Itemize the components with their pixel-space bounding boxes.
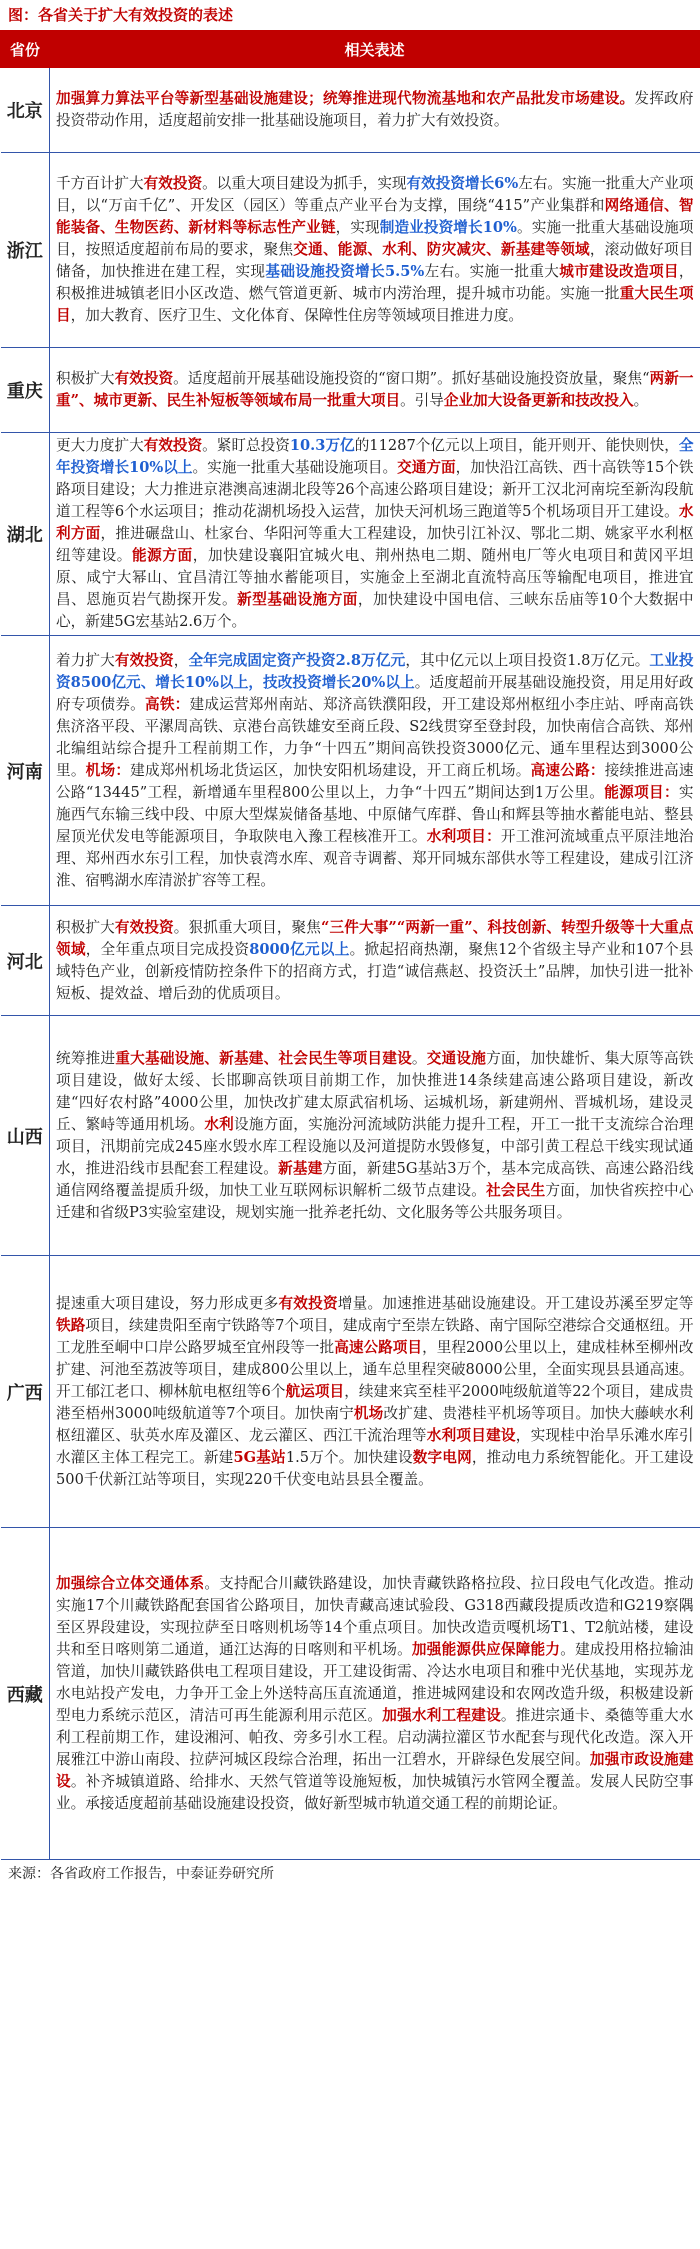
- statement-text: 。推进宗通卡、桑德等重大水利工程前期工作，建设湘河、帕孜、旁多引水工程。启动满拉灌区节水配套与现代化改造。深入开展雅江中游山南段、拉萨河城区段综合治理，拓出一江碧水，开辟绿色发展空间。: [56, 1706, 694, 1768]
- highlight-red: 机场：: [85, 761, 131, 779]
- highlight-red: 加强能源供应保障能力: [411, 1640, 561, 1658]
- statement-text: 更大力度扩大: [56, 437, 144, 454]
- highlight-red: 加强综合立体交通体系: [56, 1574, 205, 1592]
- header-province: 省份: [1, 31, 50, 68]
- province-cell: 河北: [1, 906, 50, 1016]
- statement-text: 千方百计扩大: [56, 175, 144, 192]
- statement-text: 方面，加快省疾控中心迁建和省级P3实验室建设，规划实施一批养老托幼、文化服务等公共服务项目。: [56, 1181, 694, 1221]
- statement-text: ，加快沿江高铁、西十高铁等15个铁路项目建设；大力推进京港澳高速湖北段等26个高速公路项目建设；新开工汉北河南垸至新沟段航道工程等6个水运项目；推动花湖机场投入运营，加快天河机场三跑道等5个机场项目开工建设。: [56, 459, 694, 520]
- highlight-red: 机场: [353, 1404, 384, 1422]
- highlight-red: 交通、能源、水利、防灾减灾、新基建等领域: [293, 241, 590, 258]
- highlight-red: 加强算力算法平台等新型基础设施建设；统筹推进现代物流基地和农产品批发市场建设。: [56, 90, 635, 107]
- statement-text: 统筹推进: [56, 1049, 116, 1067]
- statement-cell: [50, 68, 700, 153]
- statement-cell: [50, 1256, 700, 1528]
- statement-text: 1.5万个。加快建设: [285, 1448, 413, 1466]
- statement-text: 方面，加快雄忻、集大原等高铁项目建设，做好太绥、长邯聊高铁项目前期工作，加快推进14条续建高速公路项目建设，新改建“四好农村路”4000公里，加快改扩建太原武宿机场、运城机场，新建朔州、晋城机场，建设灵丘、繁峙等通用机场。: [56, 1049, 694, 1133]
- statement-text: 。实施一批重大基础设施项目，按照适度超前布局的要求，聚焦: [56, 219, 694, 258]
- highlight-red: 社会民生: [486, 1181, 546, 1199]
- highlight-blue: 基础设施投资增长5.5%: [265, 263, 425, 280]
- table-row: [1, 348, 700, 433]
- statement-text: ，推进碾盘山、杜家台、华阳河等重大工程建设，加快引江补汉、鄂北二期、姚家平水利枢纽等建设。: [56, 525, 694, 564]
- statement-text: 提速重大项目建设，努力形成更多: [56, 1294, 279, 1312]
- statement-text: 开工淮河流域重点平原洼地治理、郑州西水东引工程，加快袁湾水库、观音寺调蓄、郑开同城东部供水等工程建设，建成引江济淮、宿鸭湖水库清淤扩容等工程。: [56, 827, 694, 889]
- highlight-red: 重大基础设施、新基建、社会民生等项目建设: [115, 1049, 412, 1067]
- highlight-red: 新基建: [278, 1159, 323, 1177]
- highlight-blue: 制造业投资增长10%: [379, 219, 517, 236]
- statement-text: 。掀起招商热潮，聚焦12个省级主导产业和107个县域特色产业，创新疫情防控条件下的招商方式，打造“诚信燕赵、投资沃土”品牌，加快引进一批补短板、提效益、增后劲的优质项目。: [56, 940, 694, 1002]
- highlight-red: 城市建设改造项目: [559, 263, 679, 280]
- highlight-red: “三件大事”“两新一重”、科技创新、转型升级等十大重点领域: [56, 918, 694, 958]
- highlight-red: 两新一重”、城市更新、民生补短板等领域布局一批重大项目: [56, 370, 694, 409]
- highlight-red: 能源方面: [131, 547, 193, 564]
- province-cell: 重庆: [1, 348, 50, 433]
- statement-text: 。适度超前开展基础设施投资的“窗口期”。抓好基础设施投资放量，聚焦“: [173, 370, 650, 387]
- highlight-red: 水利项目建设: [426, 1426, 516, 1444]
- table-body: [1, 68, 700, 1860]
- table-row: [1, 68, 700, 153]
- highlight-red: 高铁：: [144, 695, 190, 713]
- figure-title: 图：各省关于扩大有效投资的表述: [8, 6, 234, 24]
- statement-text: 着力扩大: [56, 651, 115, 669]
- statement-text: 。引导: [400, 392, 444, 409]
- statement-text: ，积极推进城镇老旧小区改造、燃气管道更新、城市内涝治理，提升城市功能。实施一批: [56, 263, 694, 302]
- highlight-red: 新型基础设施方面: [237, 591, 358, 608]
- highlight-red: 有效投资: [278, 1294, 338, 1312]
- statement-text: ，续建来宾至桂平2000吨级航道等22个项目，建成贵港至梧州3000吨级航道等7个项目。加快南宁: [56, 1382, 694, 1422]
- table-row: [1, 1016, 700, 1256]
- highlight-red: 加强水利工程建设: [382, 1706, 501, 1724]
- statement-cell: [50, 153, 700, 348]
- highlight-red: 有效投资: [143, 175, 203, 192]
- province-cell: 北京: [1, 68, 50, 153]
- province-table: [0, 30, 700, 1860]
- table-row: [1, 1528, 700, 1860]
- statement-text: 积极扩大: [56, 370, 115, 387]
- statement-text: ，里程2000公里以上，建成桂林至柳州改扩建、河池至荔波等项目，建成800公里以上，通车总里程突破8000公里，全面实现县县通高速。开工郁江老口、柳林航电枢纽等6个: [56, 1338, 694, 1400]
- highlight-red: 航运项目: [285, 1382, 345, 1400]
- table-row: [1, 1256, 700, 1528]
- statement-cell: [50, 1016, 700, 1256]
- statement-text: 。: [633, 392, 649, 409]
- statement-cell: [50, 433, 700, 636]
- statement-text: 。紧盯总投资: [202, 437, 290, 454]
- highlight-red: 企业加大设备更新和技改投入: [443, 392, 634, 409]
- highlight-red: 有效投资: [143, 437, 203, 454]
- table-row: [1, 636, 700, 906]
- statement-text: 改扩建、贵港桂平机场等项目。加快大藤峡水利枢纽灌区、驮英水库及灌区、龙云灌区、西江干流治理等: [56, 1404, 694, 1444]
- province-cell: 山西: [1, 1016, 50, 1256]
- highlight-red: 水利方面: [56, 503, 694, 542]
- highlight-red: 数字电网: [412, 1448, 472, 1466]
- statement-text: 的11287个亿元以上项目，能开则开、能快则快，: [354, 437, 679, 454]
- statement-cell: [50, 906, 700, 1016]
- highlight-red: 水利项目：: [426, 827, 501, 845]
- statement-text: 左右。实施一批重大: [424, 263, 560, 280]
- highlight-blue: 有效投资增长6%: [406, 175, 519, 192]
- statement-text: 。建成投用格拉输油管道，加快川藏铁路供电工程项目建设，开工建设街需、冷达水电项目和雅中光伏基地，实现苏龙水电站投产发电，力争开工金上外送特高压直流通道，推进城网建设和农网改造升级，积极建设新型电力系统示范区，清洁可再生能源利用示范区。: [56, 1640, 694, 1724]
- statement-text: ，: [173, 651, 189, 669]
- highlight-red: 水利: [204, 1115, 234, 1133]
- statement-text: 建成郑州机场北货运区，加快安阳机场建设，开工商丘机场。: [130, 761, 531, 779]
- table-row: [1, 433, 700, 636]
- statement-cell: [50, 636, 700, 906]
- statement-text: ，推动电力系统智能化。开工建设500千伏新江站等项目，实现220千伏变电站县县全覆盖。: [56, 1448, 694, 1488]
- highlight-blue: 全年投资增长10%以上: [56, 437, 694, 476]
- statement-text: 增量。加速推进基础设施建设。开工建设苏溪至罗定等: [337, 1294, 694, 1312]
- statement-text: 。狠抓重大项目，聚焦: [173, 918, 322, 936]
- statement-text: ，实现: [335, 219, 380, 236]
- highlight-red: 重大民生项目: [56, 285, 694, 324]
- header-statement: 相关表述: [50, 31, 700, 68]
- province-cell: 浙江: [1, 153, 50, 348]
- statement-text: ，加大教育、医疗卫生、文化体育、保障性住房等领域项目推进力度。: [70, 307, 524, 324]
- statement-text: ，全年重点项目完成投资: [85, 940, 250, 958]
- statement-text: 发挥政府投资带动作用，适度超前安排一批基础设施项目，着力扩大有效投资。: [56, 90, 694, 129]
- highlight-red: 有效投资: [114, 651, 174, 669]
- highlight-blue: 10.3万亿: [289, 437, 355, 454]
- statement-text: 实施西气东输三线中段、中原大型煤炭储备基地、中原储气库群、鲁山和辉县等抽水蓄能电站、整县屋顶光伏发电等能源项目，争取陕电入豫工程核准开工。: [56, 783, 694, 845]
- statement-text: 建成运营郑州南站、郑济高铁濮阳段，开工建设郑州枢纽小李庄站、呼南高铁焦济洛平段、平漯周高铁、京港台高铁雄安至商丘段、S2线贯穿至登封段，加快南信合高铁、郑州北编组站综合提升工程前期工作，力争“十四五”期间高铁投资3000亿元、通车里程达到3000公里。: [56, 695, 694, 779]
- highlight-red: 有效投资: [114, 918, 174, 936]
- statement-text: 方面，新建5G基站3万个，基本完成高铁、高速公路沿线通信网络覆盖提质升级，加快工业互联网标识解析二级节点建设。: [56, 1159, 694, 1199]
- highlight-blue: 全年完成固定资产投资2.8万亿元: [188, 651, 406, 669]
- highlight-red: 交通设施: [426, 1049, 487, 1067]
- statement-text: 。补齐城镇道路、给排水、天然气管道等设施短板，加快城镇污水管网全覆盖。发展人民防空事业。承接适度超前基础设施建设投资，做好新型城市轨道交通工程的前期论证。: [56, 1772, 694, 1812]
- statement-text: 。以重大项目建设为抓手，实现: [202, 175, 407, 192]
- table-row: [1, 906, 700, 1016]
- province-cell: 河南: [1, 636, 50, 906]
- statement-text: ，加快建设襄阳宜城火电、荆州热电二期、随州电厂等火电项目和黄冈平坦原、咸宁大幂山、宜昌清江等抽水蓄能项目，实施金上至湖北直流特高压等输配电项目，推进宜昌、恩施页岩气勘探开发。: [56, 547, 694, 608]
- statement-text: 。: [411, 1049, 427, 1067]
- statement-text: ，加快建设中国电信、三峡东岳庙等10个大数据中心，新建5G宏基站2.6万个。: [56, 591, 694, 630]
- highlight-red: 5G基站: [233, 1448, 286, 1466]
- statement-cell: [50, 348, 700, 433]
- highlight-red: 有效投资: [114, 370, 174, 387]
- highlight-red: 加强市政设施建设: [56, 1750, 694, 1790]
- statement-text: 左右。实施一批重大产业项目，以“万亩千亿”、开发区（园区）等重点产业平台为支撑，围绕“415”产业集群和: [56, 175, 694, 214]
- statement-text: ，滚动做好项目储备，加快推进在建工程，实现: [56, 241, 694, 280]
- statement-text: 。实施一批重大基础设施项目。: [192, 459, 398, 476]
- statement-cell: [50, 1528, 700, 1860]
- statement-text: 项目，续建贵阳至南宁铁路等7个项目，建成南宁至崇左铁路、南宁国际空港综合交通枢纽。开工龙胜至峒中口岸公路罗城至宜州段等一批: [56, 1316, 694, 1356]
- highlight-blue: 8000亿元以上: [249, 940, 350, 958]
- table-row: [1, 153, 700, 348]
- source-note: 来源：各省政府工作报告，中泰证券研究所: [8, 1866, 274, 1882]
- table-header-row: [1, 31, 700, 68]
- statement-text: 。适度超前开展基础设施投资，用足用好政府专项债券。: [56, 673, 694, 713]
- highlight-red: 网络通信、智能装备、生物医药、新材料等标志性产业链: [56, 197, 694, 236]
- statement-text: 。支持配合川藏铁路建设，加快青藏铁路格拉段、拉日段电气化改造。推动实施17个川藏铁路配套国省公路项目，加快青藏高速试验段、G318西藏段提质改造和G219察隅至区界段建设，实现拉萨至日喀则机场等14个重点项目。加快改造贡嘎机场T1、T2航站楼，建设共和至日喀则第二通道，通江达海的日喀则和平机场。: [56, 1574, 694, 1658]
- highlight-blue: 工业投资8500亿元、增长10%以上，技改投资增长20%以上: [56, 651, 694, 691]
- statement-text: 接续推进高速公路“13445”工程，新增通车里程800公里以上，力争“十四五”期间达到1万公里。: [56, 761, 694, 801]
- province-cell: 西藏: [1, 1528, 50, 1860]
- province-cell: 广西: [1, 1256, 50, 1528]
- highlight-red: 能源项目：: [604, 783, 679, 801]
- highlight-red: 高速公路项目: [334, 1338, 423, 1356]
- province-cell: 湖北: [1, 433, 50, 636]
- statement-text: ，实现桂中治旱乐滩水库引水灌区主体工程完工。新建: [56, 1426, 694, 1466]
- statement-text: 积极扩大: [56, 918, 115, 936]
- highlight-red: 高速公路：: [530, 761, 605, 779]
- highlight-red: 铁路: [56, 1316, 86, 1334]
- statement-text: ，其中亿元以上项目投资1.8万亿元。: [405, 651, 650, 669]
- highlight-red: 交通方面: [397, 459, 456, 476]
- statement-text: 设施方面，实施汾河流域防洪能力提升工程，开工一批干支流综合治理项目，汛期前完成245座水毁水库工程设施以及河道提防水毁修复，中部引黄工程总干线实现试通水，推进沿线市县配套工程建设。: [56, 1115, 694, 1177]
